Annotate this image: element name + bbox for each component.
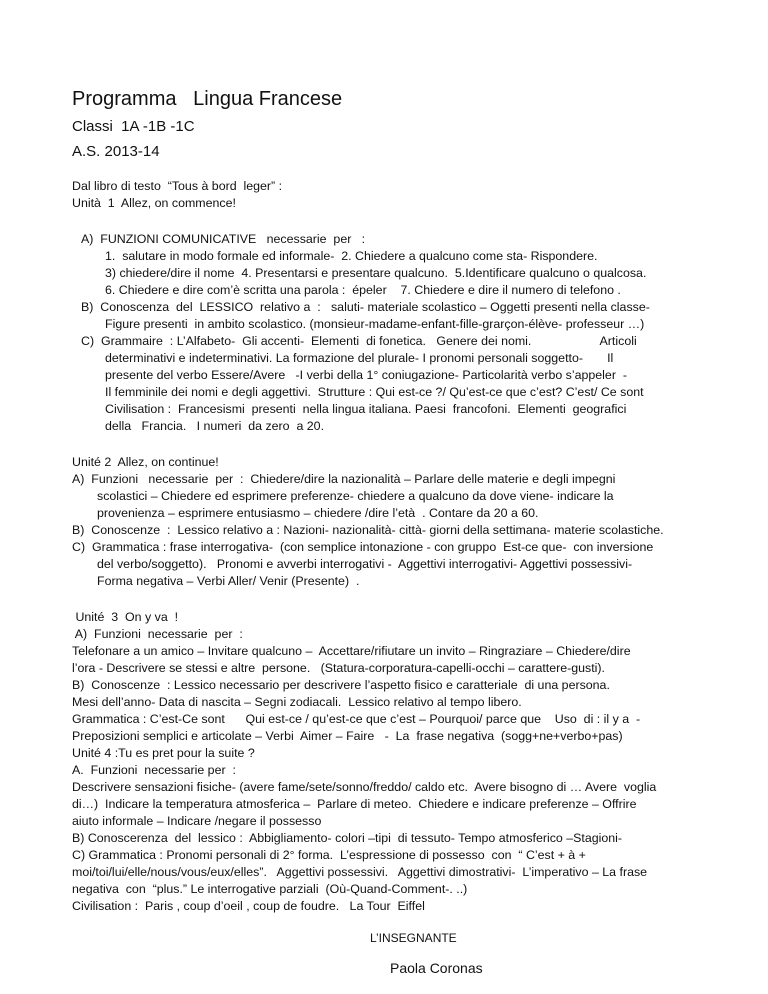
unit3-heading: Unité 3 On y va !: [72, 610, 179, 624]
unit2-line: provenienza – esprimere entusiasmo – chiedere /dire l’età . Contare da 20 a 60.: [97, 506, 539, 520]
unit3-line: Mesi dell’anno- Data di nascita – Segni zodiacali. Lessico relativo al tempo libero.: [72, 695, 522, 709]
unit1-line: C) Grammaire : L’Alfabeto- Gli accenti- Elementi di fonetica. Genere dei nomi. Articoli: [81, 334, 637, 348]
unit3-line: Grammatica : C’est-Ce sont Qui est-ce / qu’est-ce que c’est – Pourquoi/ parce que Uso di : il y a -: [72, 712, 641, 726]
unit3-line: Preposizioni semplici e articolate – Verbi Aimer – Faire - La frase negativa (sogg+ne+verbo+pas): [72, 729, 623, 743]
unit3-line: l’ora - Descrivere se stessi e altre persone. (Statura-corporatura-capelli-occhi – carattere-gusti).: [72, 661, 606, 675]
unit1-line: 6. Chiedere e dire com’è scritta una parola : épeler 7. Chiedere e dire il numero di telefono .: [105, 283, 621, 297]
signature-label: L’INSEGNANTE: [370, 931, 457, 945]
unit4-line: Descrivere sensazioni fisiche- (avere fame/sete/sonno/freddo/ caldo etc. Avere bisogno di … Avere voglia: [72, 780, 657, 794]
unit2-line: C) Grammatica : frase interrogativa- (con semplice intonazione - con gruppo Est-ce que- con inversione: [72, 540, 654, 554]
unit2-line: Forma negativa – Verbi Aller/ Venir (Presente) .: [97, 574, 360, 588]
unit4-line: A. Funzioni necessarie per :: [72, 763, 236, 777]
classes-line: Classi 1A -1B -1C: [72, 118, 195, 135]
unit1-line: 3) chiedere/dire il nome 4. Presentarsi e presentare qualcuno. 5.Identificare qualcuno o qualcosa.: [105, 266, 647, 280]
unit4-line: B) Conoscerenza del lessico : Abbigliamento- colori –tipi di tessuto- Tempo atmosferico –Stagioni-: [72, 831, 623, 845]
unit2-line: del verbo/soggetto). Pronomi e avverbi interrogativi - Aggettivi interrogativi- Aggettivi possessivi-: [97, 557, 633, 571]
unit4-line: negativa con “plus.” Le interrogative parziali (Où-Quand-Comment-. ..): [72, 882, 468, 896]
unit2-heading: Unité 2 Allez, on continue!: [72, 455, 219, 469]
unit4-line: di…) Indicare la temperatura atmosferica – Parlare di meteo. Chiedere e indicare preferenze – Offrire: [72, 797, 637, 811]
school-year-line: A.S. 2013-14: [72, 143, 160, 160]
unit3-line: A) Funzioni necessarie per :: [72, 627, 243, 641]
unit1-heading: Unità 1 Allez, on commence!: [72, 196, 236, 210]
unit1-line: 1. salutare in modo formale ed informale- 2. Chiedere a qualcuno come sta- Rispondere.: [105, 249, 598, 263]
page-title: Programma Lingua Francese: [72, 88, 343, 110]
unit1-line: Figure presenti in ambito scolastico. (monsieur-madame-enfant-fille-grarçon-élève- professeur …): [105, 317, 645, 331]
unit2-line: B) Conoscenze : Lessico relativo a : Nazioni- nazionalità- città- giorni della settimana- materie scolastiche.: [72, 523, 664, 537]
unit4-line: aiuto informale – Indicare /negare il possesso: [72, 814, 322, 828]
unit1-line: A) FUNZIONI COMUNICATIVE necessarie per :: [81, 232, 366, 246]
textbook-line: Dal libro di testo “Tous à bord leger” :: [72, 179, 283, 193]
unit1-line: determinativi e indeterminativi. La formazione del plurale- I pronomi personali soggetto- Il: [105, 351, 614, 365]
unit4-line: Civilisation : Paris , coup d’oeil , coup de foudre. La Tour Eiffel: [72, 899, 425, 913]
unit4-line: C) Grammatica : Pronomi personali di 2° forma. L’espressione di possesso con “ C’est + à +: [72, 848, 586, 862]
unit1-line: presente del verbo Essere/Avere -I verbi della 1° coniugazione- Particolarità verbo s’appeler -: [105, 368, 627, 382]
unit3-line: Telefonare a un amico – Invitare qualcuno – Accettare/rifiutare un invito – Ringraziare – Chiedere/dire: [72, 644, 631, 658]
unit1-line: della Francia. I numeri da zero a 20.: [105, 419, 325, 433]
unit1-line: B) Conoscenza del LESSICO relativo a : saluti- materiale scolastico – Oggetti presenti nella classe-: [81, 300, 650, 314]
unit2-line: scolastici – Chiedere ed esprimere preferenze- chiedere a qualcuno da dove viene- indicare la: [97, 489, 614, 503]
unit1-line: Il femminile dei nomi e degli aggettivi. Strutture : Qui est-ce ?/ Qu’est-ce que c’est? C’est/ Ce sont: [105, 385, 644, 399]
signature-name: Paola Coronas: [390, 960, 483, 976]
unit2-line: A) Funzioni necessarie per : Chiedere/dire la nazionalità – Parlare delle materie e degli impegni: [72, 472, 616, 486]
unit1-line: Civilisation : Francesismi presenti nella lingua italiana. Paesi francofoni. Elementi geografici: [105, 402, 627, 416]
unit4-line: moi/toi/lui/elle/nous/vous/eux/elles”. Aggettivi possessivi. Aggettivi dimostrativi- L’imperativo – La frase: [72, 865, 648, 879]
unit3-line: B) Conoscenze : Lessico necessario per descrivere l’aspetto fisico e caratteriale di una persona.: [72, 678, 610, 692]
unit4-heading: Unité 4 :Tu es pret pour la suite ?: [72, 746, 255, 760]
